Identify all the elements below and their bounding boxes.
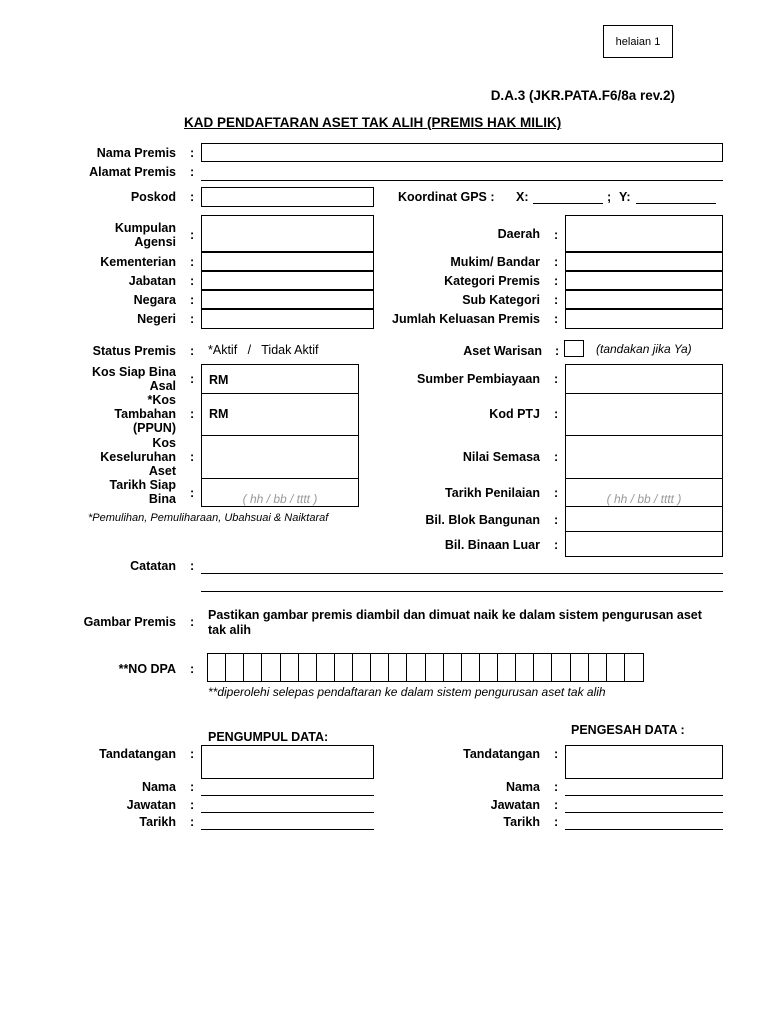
no-dpa-cell[interactable] bbox=[353, 654, 371, 681]
gps-y-line[interactable] bbox=[636, 203, 716, 204]
tandatangan-box-right[interactable] bbox=[565, 745, 723, 779]
colon: : bbox=[190, 165, 195, 179]
jabatan-field[interactable] bbox=[201, 271, 374, 290]
rm-label: RM bbox=[209, 407, 229, 421]
label-kos-keseluruhan-line3: Aset bbox=[148, 464, 176, 478]
label-tarikh-siap-line2: Bina bbox=[148, 492, 176, 506]
label-mukim: Mukim/ Bandar bbox=[450, 255, 540, 269]
no-dpa-cell[interactable] bbox=[262, 654, 280, 681]
bil-binaan-field[interactable] bbox=[565, 531, 723, 557]
colon: : bbox=[554, 780, 559, 794]
gambar-premis-note: Pastikan gambar premis diambil dan dimuat naik ke dalam sistem pengurusan aset tak alih bbox=[208, 608, 702, 637]
label-status-premis: Status Premis bbox=[92, 344, 176, 358]
aset-warisan-checkbox[interactable] bbox=[564, 340, 584, 357]
poskod-field[interactable] bbox=[201, 187, 374, 207]
label-jawatan-right: Jawatan bbox=[490, 798, 540, 812]
colon: : bbox=[554, 486, 559, 500]
label-negara: Negara bbox=[133, 293, 176, 307]
colon: : bbox=[190, 407, 195, 421]
colon: : bbox=[554, 407, 559, 421]
no-dpa-note: **diperolehi selepas pendaftaran ke dalam sistem pengurusan aset tak alih bbox=[208, 685, 606, 699]
label-kos-tambahan-line1: *Kos bbox=[147, 393, 176, 407]
colon: : bbox=[190, 255, 195, 269]
colon: : bbox=[555, 344, 560, 358]
label-kos-keseluruhan bbox=[60, 436, 176, 478]
no-dpa-cell[interactable] bbox=[389, 654, 407, 681]
colon: : bbox=[190, 815, 195, 829]
kos-siap-bina-field[interactable] bbox=[201, 364, 359, 394]
tarikh-line-left[interactable] bbox=[201, 829, 374, 830]
label-kod-ptj: Kod PTJ bbox=[489, 407, 540, 421]
kod-ptj-field[interactable] bbox=[565, 393, 723, 436]
sub-kategori-field[interactable] bbox=[565, 290, 723, 309]
negeri-field[interactable] bbox=[201, 309, 374, 329]
no-dpa-cell[interactable] bbox=[498, 654, 516, 681]
label-kos-siap-line2: Asal bbox=[149, 379, 176, 393]
label-kos-keseluruhan-line1: Kos bbox=[152, 436, 176, 450]
no-dpa-cell[interactable] bbox=[516, 654, 534, 681]
label-tarikh-left: Tarikh bbox=[139, 815, 176, 829]
no-dpa-cell[interactable] bbox=[480, 654, 498, 681]
label-daerah: Daerah bbox=[497, 227, 540, 241]
no-dpa-grid[interactable] bbox=[207, 653, 644, 682]
label-kos-siap-line1: Kos Siap Bina bbox=[91, 365, 176, 379]
form-title: KAD PENDAFTARAN ASET TAK ALIH (PREMIS HAK MILIK) bbox=[184, 115, 562, 130]
tarikh-line-right[interactable] bbox=[565, 829, 723, 830]
no-dpa-cell[interactable] bbox=[571, 654, 589, 681]
colon: : bbox=[190, 450, 195, 464]
label-kos-siap-bina bbox=[60, 365, 176, 393]
label-no-dpa: **NO DPA bbox=[118, 662, 176, 676]
alamat-premis-line[interactable] bbox=[201, 180, 723, 181]
label-bil-binaan: Bil. Binaan Luar bbox=[444, 538, 540, 552]
tarikh-penilaian-field[interactable] bbox=[565, 478, 723, 507]
status-premis-options[interactable]: *Aktif / Tidak Aktif bbox=[208, 343, 319, 357]
label-kos-tambahan-line2: Tambahan bbox=[114, 407, 176, 421]
date-hint: ( hh / bb / tttt ) bbox=[242, 492, 318, 506]
catatan-line-2[interactable] bbox=[201, 591, 723, 592]
no-dpa-cell[interactable] bbox=[534, 654, 552, 681]
label-tarikh-penilaian: Tarikh Penilaian bbox=[445, 486, 540, 500]
label-gps-x: X: bbox=[516, 190, 529, 204]
label-tandatangan-left: Tandatangan bbox=[99, 747, 176, 761]
gps-x-line[interactable] bbox=[533, 203, 603, 204]
kementerian-field[interactable] bbox=[201, 252, 374, 271]
colon: : bbox=[190, 228, 195, 242]
nama-line-left[interactable] bbox=[201, 795, 374, 796]
label-alamat-premis: Alamat Premis bbox=[89, 165, 176, 179]
no-dpa-cell[interactable] bbox=[589, 654, 607, 681]
page-label: helaian 1 bbox=[615, 36, 661, 48]
pengumpul-data-title: PENGUMPUL DATA: bbox=[208, 730, 329, 744]
jawatan-line-left[interactable] bbox=[201, 812, 374, 813]
nilai-semasa-field[interactable] bbox=[565, 435, 723, 479]
label-kos-tambahan bbox=[60, 393, 176, 435]
label-kementerian: Kementerian bbox=[100, 255, 176, 269]
kategori-premis-field[interactable] bbox=[565, 271, 723, 290]
no-dpa-cell[interactable] bbox=[226, 654, 244, 681]
no-dpa-cell[interactable] bbox=[462, 654, 480, 681]
form-code: D.A.3 (JKR.PATA.F6/8a rev.2) bbox=[490, 88, 675, 103]
no-dpa-cell[interactable] bbox=[281, 654, 299, 681]
daerah-field[interactable] bbox=[565, 215, 723, 252]
colon: : bbox=[554, 372, 559, 386]
pengesah-data-title: PENGESAH DATA : bbox=[571, 723, 685, 737]
no-dpa-cell[interactable] bbox=[299, 654, 317, 681]
no-dpa-cell[interactable] bbox=[371, 654, 389, 681]
no-dpa-cell[interactable] bbox=[607, 654, 625, 681]
no-dpa-cell[interactable] bbox=[208, 654, 226, 681]
colon: : bbox=[190, 372, 195, 386]
colon: : bbox=[190, 146, 195, 160]
jumlah-keluasan-field[interactable] bbox=[565, 309, 723, 329]
label-bil-blok: Bil. Blok Bangunan bbox=[425, 513, 540, 527]
no-dpa-cell[interactable] bbox=[335, 654, 353, 681]
label-koordinat-gps: Koordinat GPS : bbox=[398, 190, 495, 204]
label-nilai-semasa: Nilai Semasa bbox=[462, 450, 540, 464]
colon: : bbox=[554, 274, 559, 288]
label-negeri: Negeri bbox=[137, 312, 176, 326]
label-kos-tambahan-line3: (PPUN) bbox=[132, 421, 176, 435]
label-kos-keseluruhan-line2: Keseluruhan bbox=[100, 450, 176, 464]
label-nama-left: Nama bbox=[141, 780, 176, 794]
no-dpa-cell[interactable] bbox=[426, 654, 444, 681]
jawatan-line-right[interactable] bbox=[565, 812, 723, 813]
colon: : bbox=[190, 559, 195, 573]
colon: : bbox=[554, 815, 559, 829]
nama-premis-field[interactable] bbox=[201, 143, 723, 162]
label-nama-premis: Nama Premis bbox=[96, 146, 176, 160]
rm-label: RM bbox=[209, 373, 229, 387]
kos-keseluruhan-field[interactable] bbox=[201, 435, 359, 479]
label-kumpulan-line1: Kumpulan bbox=[114, 221, 176, 235]
tarikh-siap-bina-field[interactable] bbox=[201, 478, 359, 507]
no-dpa-cell[interactable] bbox=[244, 654, 262, 681]
colon: : bbox=[554, 798, 559, 812]
kos-tambahan-field[interactable] bbox=[201, 393, 359, 436]
no-dpa-cell[interactable] bbox=[317, 654, 335, 681]
no-dpa-cell[interactable] bbox=[407, 654, 425, 681]
colon: : bbox=[554, 747, 559, 761]
gps-separator: ; bbox=[607, 190, 612, 204]
sumber-pembiayaan-field[interactable] bbox=[565, 364, 723, 394]
mukim-field[interactable] bbox=[565, 252, 723, 271]
label-gambar-premis: Gambar Premis bbox=[83, 615, 176, 629]
colon: : bbox=[190, 274, 195, 288]
colon: : bbox=[190, 486, 195, 500]
label-nama-right: Nama bbox=[505, 780, 540, 794]
colon: : bbox=[554, 450, 559, 464]
label-kategori-premis: Kategori Premis bbox=[444, 274, 540, 288]
colon: : bbox=[190, 293, 195, 307]
colon: : bbox=[554, 293, 559, 307]
label-aset-warisan: Aset Warisan bbox=[463, 344, 542, 358]
date-hint: ( hh / bb / tttt ) bbox=[606, 492, 682, 506]
colon: : bbox=[190, 662, 195, 676]
colon: : bbox=[190, 747, 195, 761]
colon: : bbox=[554, 228, 559, 242]
colon: : bbox=[554, 538, 559, 552]
colon: : bbox=[190, 312, 195, 326]
footnote-kos: *Pemulihan, Pemuliharaan, Ubahsuai & Naiktaraf bbox=[88, 512, 329, 524]
negara-field[interactable] bbox=[201, 290, 374, 309]
label-kumpulan-agensi bbox=[60, 221, 176, 249]
colon: : bbox=[554, 312, 559, 326]
label-sub-kategori: Sub Kategori bbox=[462, 293, 540, 307]
catatan-line-1[interactable] bbox=[201, 573, 723, 574]
tandatangan-box-left[interactable] bbox=[201, 745, 374, 779]
colon: : bbox=[190, 780, 195, 794]
no-dpa-cell[interactable] bbox=[444, 654, 462, 681]
label-jumlah-keluasan: Jumlah Keluasan Premis bbox=[392, 312, 540, 326]
colon: : bbox=[554, 255, 559, 269]
colon: : bbox=[190, 615, 195, 629]
label-jabatan: Jabatan bbox=[128, 274, 176, 288]
colon: : bbox=[190, 190, 195, 204]
label-tarikh-right: Tarikh bbox=[503, 815, 540, 829]
label-poskod: Poskod bbox=[130, 190, 176, 204]
label-jawatan-left: Jawatan bbox=[126, 798, 176, 812]
label-tarikh-siap-line1: Tarikh Siap bbox=[109, 478, 176, 492]
nama-line-right[interactable] bbox=[565, 795, 723, 796]
label-kumpulan-line2: Agensi bbox=[134, 235, 176, 249]
colon: : bbox=[190, 344, 195, 358]
colon: : bbox=[190, 798, 195, 812]
bil-blok-field[interactable] bbox=[565, 506, 723, 532]
kumpulan-agensi-field[interactable] bbox=[201, 215, 374, 252]
colon: : bbox=[554, 513, 559, 527]
label-tandatangan-right: Tandatangan bbox=[463, 747, 540, 761]
label-tarikh-siap-bina bbox=[60, 478, 176, 506]
label-sumber-pembiayaan: Sumber Pembiayaan bbox=[417, 372, 540, 386]
aset-warisan-hint: (tandakan jika Ya) bbox=[596, 342, 692, 356]
label-gps-y: Y: bbox=[619, 190, 631, 204]
no-dpa-cell[interactable] bbox=[552, 654, 570, 681]
page-label-box bbox=[603, 25, 673, 58]
label-catatan: Catatan bbox=[130, 559, 176, 573]
